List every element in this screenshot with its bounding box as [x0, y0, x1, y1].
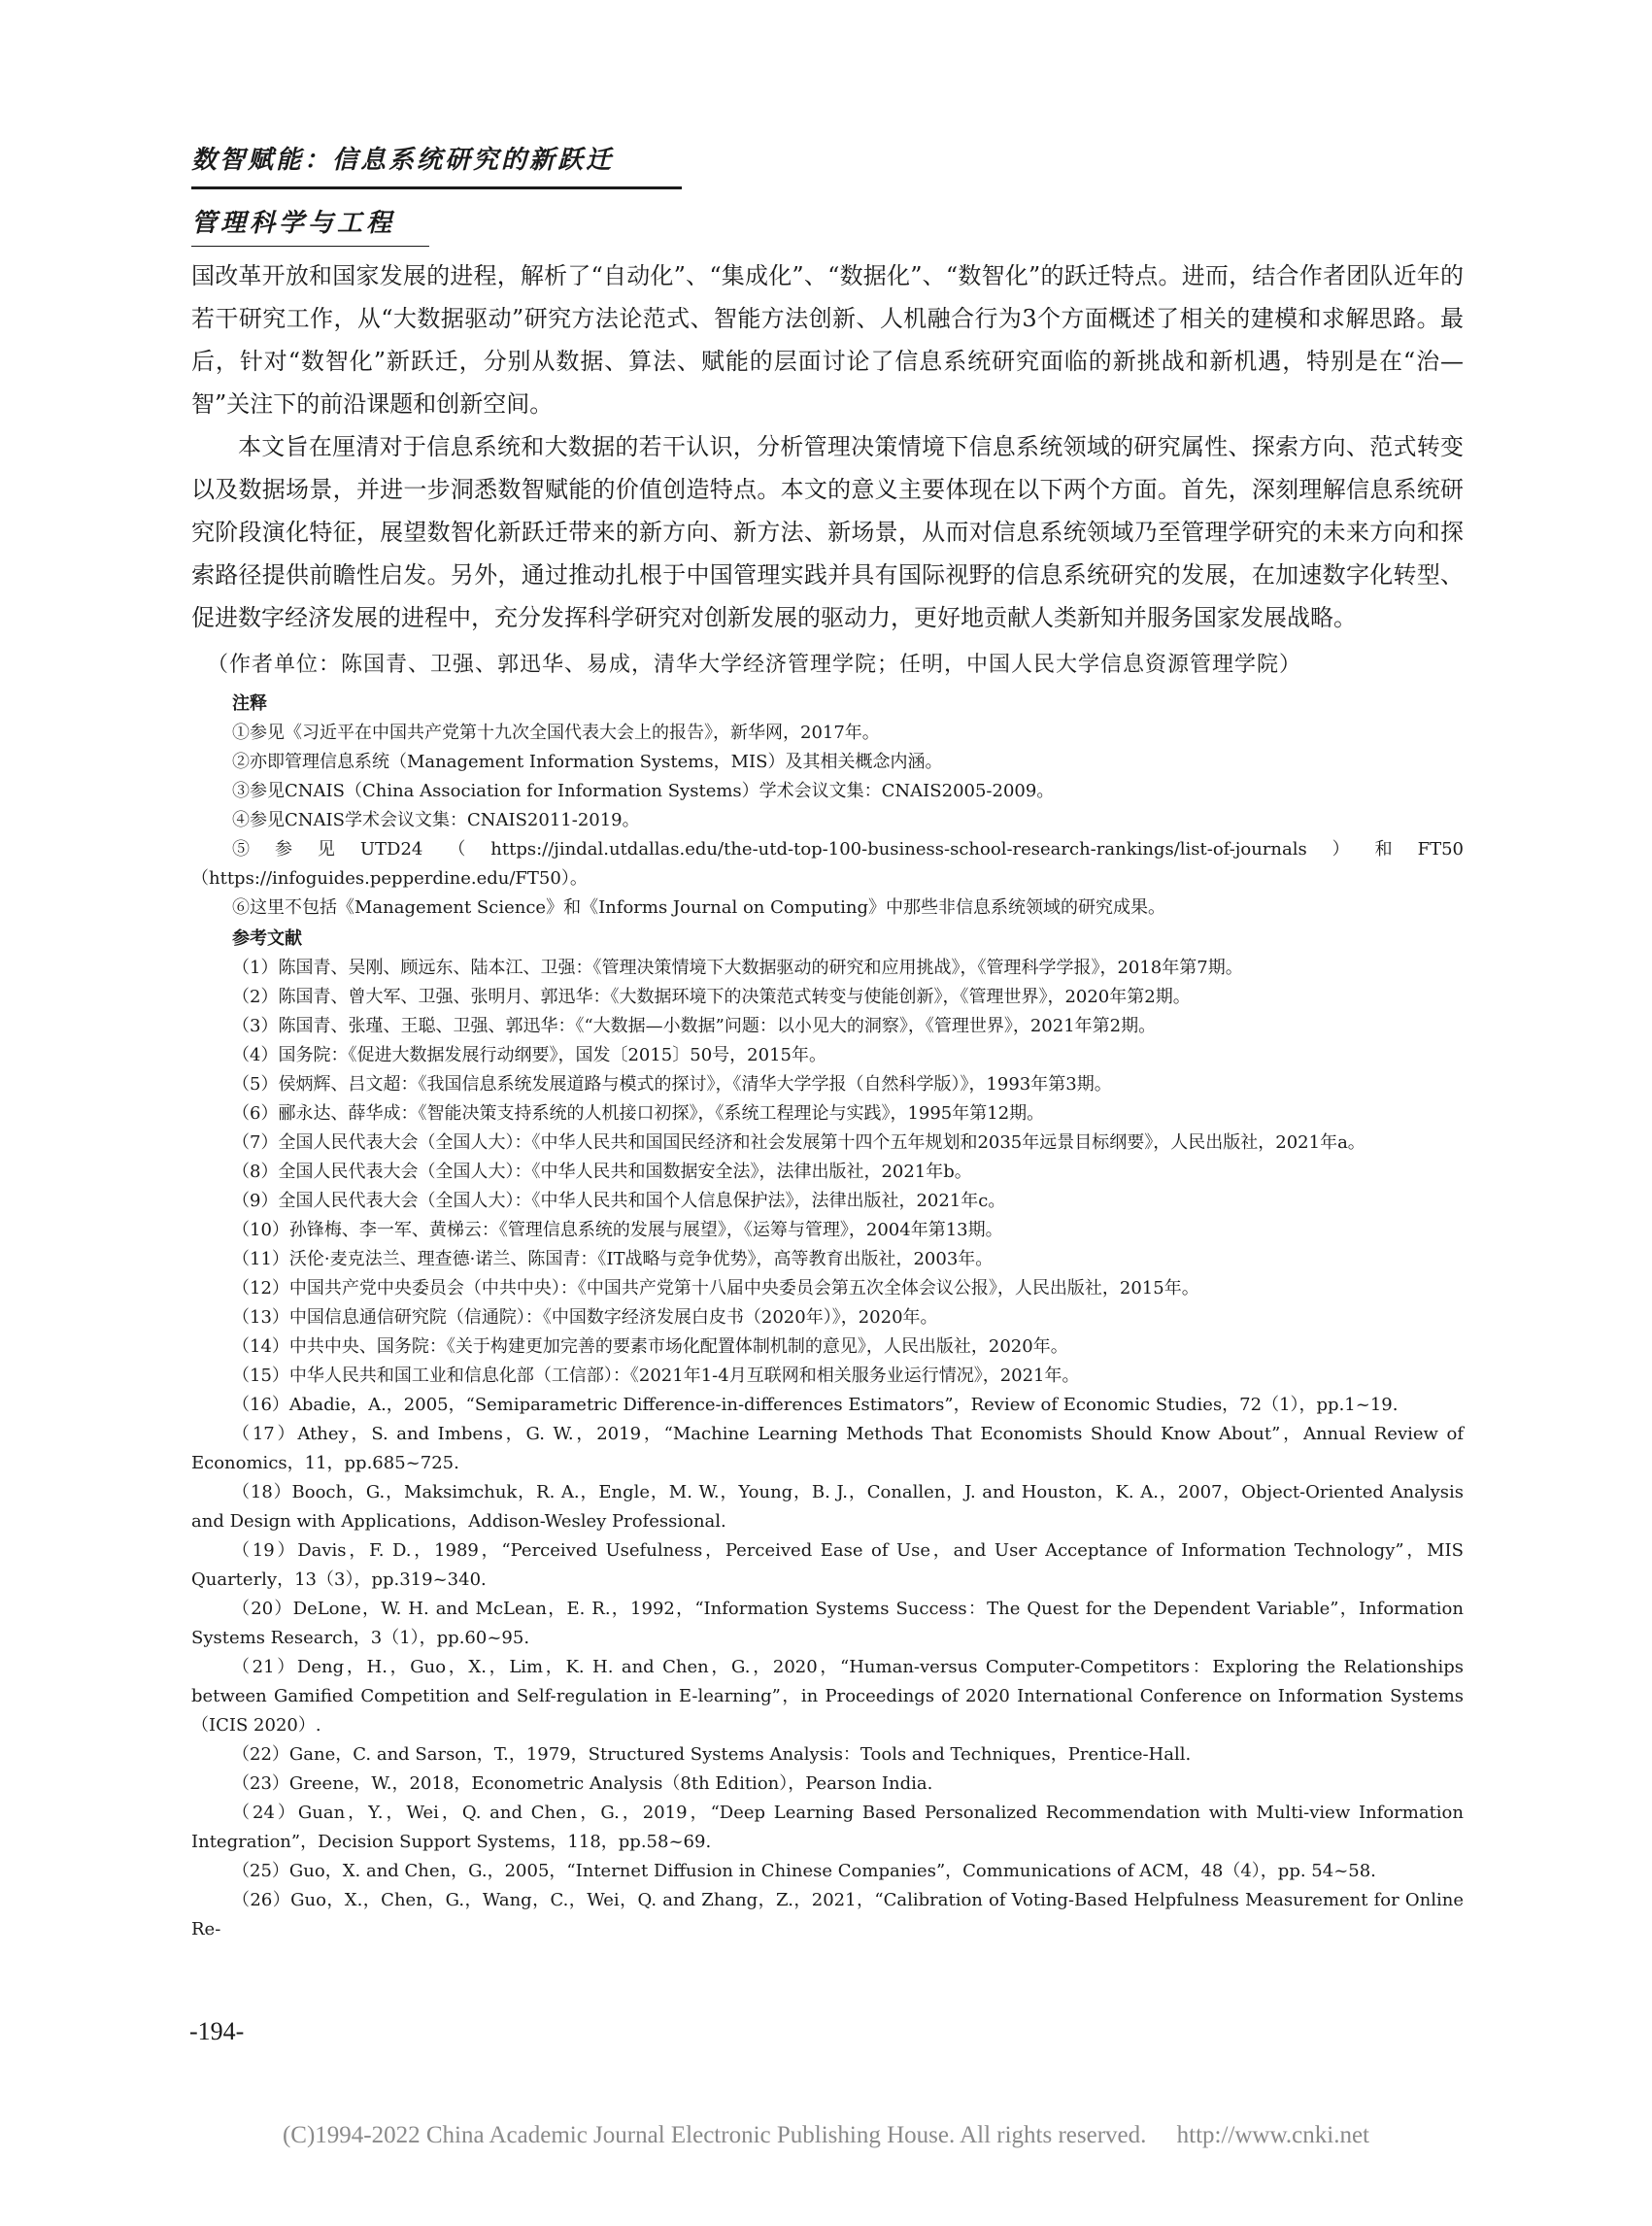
body-paragraph: 国改革开放和国家发展的进程，解析了“自动化”、“集成化”、“数据化”、“数智化”的跃迁特点。进而，结合作者团队近年的若干研究工作，从“大数据驱动”研究方法论范式、智能方法创新、人机融合行为3个方面概述了相关的建模和求解思路。最后，针对“数智化”新跃迁，分别从数据、算法、赋能的层面讨论了信息系统研究面临的新挑战和新机遇，特别是在“治—智”关注下的前沿课题和创新空间。 [191, 262, 1464, 418]
note-item: ②亦即管理信息系统（Management Information Systems，MIS）及其相关概念内涵。 [232, 752, 943, 772]
notes-list [191, 719, 1464, 923]
reference-item: （20）DeLone，W. H. and McLean，E. R.，1992，“Information Systems Success：The Quest for the Dependent Variable”，Information Systems Research，3（1），pp.60~95. [191, 1599, 1464, 1648]
reference-item: （24）Guan，Y.，Wei，Q. and Chen，G.，2019，“Deep Learning Based Personalized Recommendation with Multi-view Information Integration”，Decision Support Systems，118，pp.58~69. [191, 1803, 1464, 1852]
body-paragraph: 本文旨在厘清对于信息系统和大数据的若干认识，分析管理决策情境下信息系统领域的研究属性、探索方向、范式转变以及数据场景，并进一步洞悉数智赋能的价值创造特点。本文的意义主要体现在以下两个方面。首先，深刻理解信息系统研究阶段演化特征，展望数智化新跃迁带来的新方向、新方法、新场景，从而对信息系统领域乃至管理学研究的未来方向和探索路径提供前瞻性启发。另外，通过推动扎根于中国管理实践并具有国际视野的信息系统研究的发展，在加速数字化转型、促进数字经济发展的进程中，充分发挥科学研究对创新发展的驱动力，更好地贡献人类新知并服务国家发展战略。 [191, 433, 1464, 631]
reference-item: （3）陈国青、张瑾、王聪、卫强、郭迅华：《“大数据—小数据”问题：以小见大的洞察》，《管理世界》，2021年第2期。 [232, 1016, 1157, 1036]
journal-title: 数智赋能：信息系统研究的新跃迁 [191, 144, 682, 189]
author-affiliation: （作者单位：陈国青、卫强、郭迅华、易成，清华大学经济管理学院；任明，中国人民大学信息资源管理学院） [207, 653, 1302, 677]
reference-item: （4）国务院：《促进大数据发展行动纲要》，国发〔2015〕50号，2015年。 [232, 1045, 826, 1065]
reference-item: （7）全国人民代表大会（全国人大）：《中华人民共和国国民经济和社会发展第十四个五年规划和2035年远景目标纲要》，人民出版社，2021年a。 [232, 1132, 1365, 1153]
reference-item: （9）全国人民代表大会（全国人大）：《中华人民共和国个人信息保护法》，法律出版社，2021年c。 [232, 1191, 1006, 1211]
section-title: 管理科学与工程 [191, 207, 429, 247]
reference-item: （19）Davis，F. D.，1989，“Perceived Usefulness，Perceived Ease of Use，and User Acceptance of Information Technology”，MIS Quarterly，13（3），pp.319~340. [191, 1540, 1464, 1590]
note-item: ④参见CNAIS学术会议文集：CNAIS2011-2019。 [232, 810, 640, 830]
reference-item: （15）中华人民共和国工业和信息化部（工信部）：《2021年1-4月互联网和相关服务业运行情况》，2021年。 [232, 1366, 1080, 1386]
note-item: ⑤参见UTD24（https://jindal.utdallas.edu/the-utd-top-100-business-school-research-rankings/list-of-journals）和FT50（https://infoguides.pepperdine.edu/FT50）。 [191, 839, 1464, 889]
note-item: ⑥这里不包括《Management Science》和《Informs Journal on Computing》中那些非信息系统领域的研究成果。 [232, 897, 1166, 918]
reference-item: （14）中共中央、国务院：《关于构建更加完善的要素市场化配置体制机制的意见》，人民出版社，2020年。 [232, 1336, 1068, 1357]
reference-item: （8）全国人民代表大会（全国人大）：《中华人民共和国数据安全法》，法律出版社，2021年b。 [232, 1162, 972, 1182]
reference-item: （12）中国共产党中央委员会（中共中央）：《中国共产党第十八届中央委员会第五次全体会议公报》，人民出版社，2015年。 [232, 1278, 1199, 1298]
reference-item: （16）Abadie，A.，2005，“Semiparametric Difference-in-differences Estimators”，Review of Economic Studies，72（1），pp.1~19. [232, 1395, 1399, 1415]
note-item: ③参见CNAIS（China Association for Information Systems）学术会议文集：CNAIS2005-2009。 [232, 781, 1055, 801]
reference-item: （22）Gane，C. and Sarson，T.，1979，Structured Systems Analysis：Tools and Techniques，Prentice-Hall. [232, 1744, 1192, 1765]
note-item: ①参见《习近平在中国共产党第十九次全国代表大会上的报告》，新华网，2017年。 [232, 723, 880, 743]
reference-item: （2）陈国青、曾大军、卫强、张明月、郭迅华：《大数据环境下的决策范式转变与使能创新》，《管理世界》，2020年第2期。 [232, 987, 1191, 1007]
page-number: -194- [189, 2017, 245, 2045]
copyright-footer: (C)1994-2022 China Academic Journal Electronic Publishing House. All rights reserved. http://www.cnki.net [282, 2122, 1370, 2148]
reference-item: （11）沃伦·麦克法兰、理查德·诺兰、陈国青：《IT战略与竞争优势》，高等教育出版社，2003年。 [232, 1249, 994, 1269]
reference-item: （1）陈国青、吴刚、顾远东、陆本江、卫强：《管理决策情境下大数据驱动的研究和应用挑战》，《管理科学学报》，2018年第7期。 [232, 958, 1243, 978]
reference-item: （17）Athey，S. and Imbens，G. W.，2019，“Machine Learning Methods That Economists Should Know About”，Annual Review of Economics，11，pp.685~725. [191, 1424, 1464, 1473]
reference-item: （25）Guo，X. and Chen，G.，2005，“Internet Diffusion in Chinese Companies”，Communications of ACM，48（4），pp. 54~58. [232, 1861, 1376, 1881]
notes-heading: 注释 [232, 693, 267, 714]
reference-item: （21）Deng，H.，Guo，X.，Lim，K. H. and Chen，G.，2020，“Human-versus Computer-Competitors：Exploring the Relationships between Gamified Competition and Self-regulation in E-learning”，in Proceedings of 2020 International Conference on Information Systems（ICIS 2020）. [191, 1657, 1464, 1736]
reference-item: （10）孙锋梅、李一军、黄梯云：《管理信息系统的发展与展望》，《运筹与管理》，2004年第13期。 [232, 1220, 1003, 1240]
reference-item: （5）侯炳辉、吕文超：《我国信息系统发展道路与模式的探讨》，《清华大学学报（自然科学版）》，1993年第3期。 [232, 1074, 1112, 1095]
reference-item: （26）Guo，X.，Chen，G.，Wang，C.，Wei，Q. and Zhang，Z.，2021，“Calibration of Voting-Based Helpfulness Measurement for Online Re- [191, 1890, 1464, 1939]
reference-item: （23）Greene，W.，2018，Econometric Analysis（8th Edition），Pearson India. [232, 1773, 933, 1794]
reference-item: （13）中国信息通信研究院（信通院）：《中国数字经济发展白皮书（2020年）》，2020年。 [232, 1307, 938, 1328]
reference-item: （6）郦永达、薛华成：《智能决策支持系统的人机接口初探》，《系统工程理论与实践》，1995年第12期。 [232, 1103, 1045, 1124]
reference-item: （18）Booch，G.，Maksimchuk，R. A.，Engle，M. W.，Young，B. J.，Conallen，J. and Houston，K. A.，2007，Object-Oriented Analysis and Design with Applications，Addison-Wesley Professional. [191, 1482, 1464, 1532]
references-heading: 参考文献 [232, 928, 302, 949]
references-list [191, 954, 1464, 1944]
article-content [191, 254, 1464, 1944]
page-header [191, 144, 1464, 247]
